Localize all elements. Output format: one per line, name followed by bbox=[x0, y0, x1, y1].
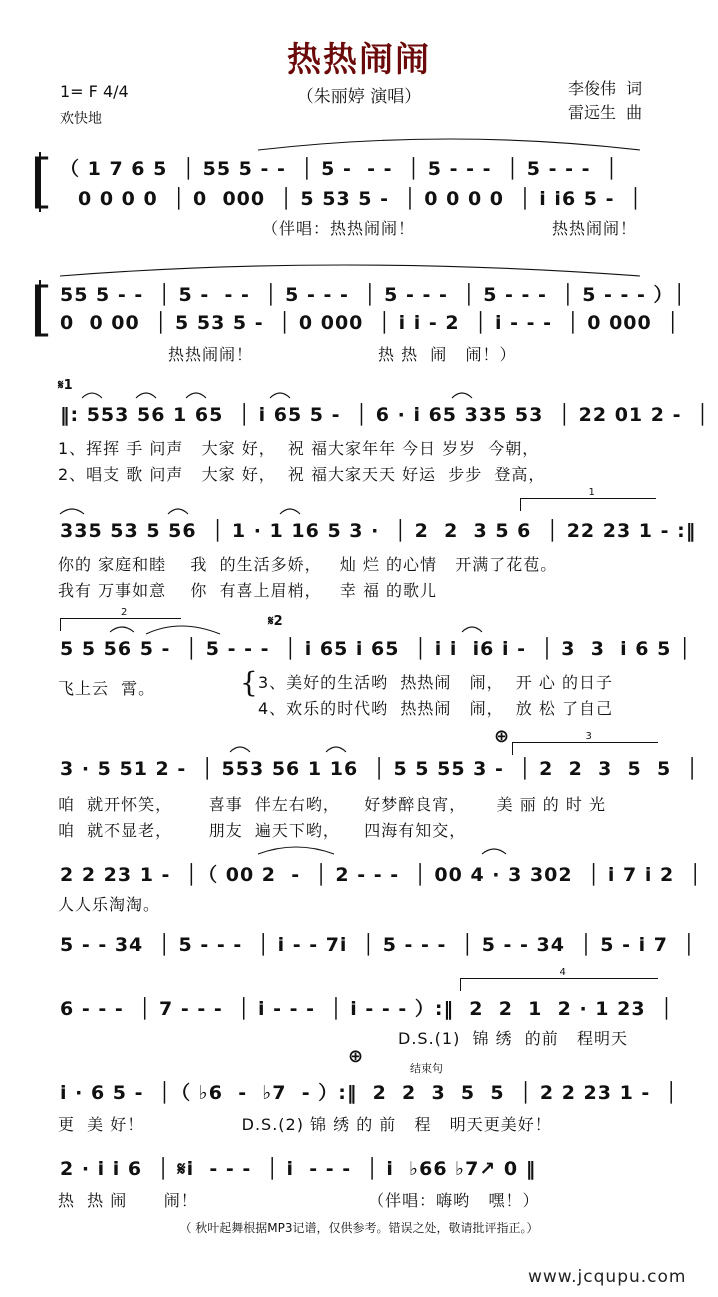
lyricist: 李俊伟 词 bbox=[568, 79, 643, 98]
segno-1: 𝄋1 bbox=[58, 378, 73, 393]
row1-bottom-notes: 0 0 0 0 │ 0 000 │ 5 53 5 - │ 0 0 0 0 │ i i6 5 - │ bbox=[78, 188, 643, 210]
slur-arc bbox=[462, 627, 482, 632]
tie-arc bbox=[60, 265, 640, 276]
slur-arc bbox=[280, 509, 300, 514]
row5-notes: 5 5 56 5 - │ 5 - - - │ i 65 i 65 │ i i i6 i - │ 3 3 i 6 5 │ bbox=[60, 638, 692, 660]
slur-arc bbox=[270, 393, 290, 398]
row4-notes: 335 53 5 56 │ 1 · 1 16 5 3 · │ 2 2 3 5 6 │ 22 23 1 - :‖ bbox=[60, 520, 697, 542]
key-signature: 1= F 4/4 bbox=[60, 82, 129, 101]
verse-brace: { bbox=[240, 666, 259, 699]
row2-bottom-notes: 0 0 00 │ 5 53 5 - │ 0 000 │ i i - 2 │ i - - - │ 0 000 │ bbox=[60, 312, 680, 334]
coda-sign-2: ⊕ bbox=[348, 1046, 364, 1067]
volta-3: 3 bbox=[512, 742, 658, 755]
transcription-note: （ 秋叶起舞根据MP3记谱，仅供参考。错误之处，敬请批评指正。） bbox=[179, 1221, 539, 1235]
slur-arc bbox=[230, 747, 250, 752]
tempo-marking: 欢快地 bbox=[60, 111, 102, 127]
row9-lyric-1: D.S.(1) 锦 绣 的前 程明天 bbox=[398, 1029, 629, 1048]
slur-arc bbox=[110, 627, 134, 632]
slur-arc bbox=[482, 849, 506, 854]
row10-lyric-1: 更 美 好！ D.S.(2) 锦 绣 的 前 程 明天更美好！ bbox=[58, 1115, 552, 1134]
row3-lyric-1: 1、挥挥 手 问声 大家 好， 祝 福大家年年 今日 岁岁 今朝， bbox=[58, 439, 540, 458]
tie-arc bbox=[258, 847, 334, 854]
row8-notes: 5 - - 34 │ 5 - - - │ i - - 7i │ 5 - - - │ 5 - - 34 │ 5 - i 7 │ bbox=[60, 934, 696, 956]
row11-notes: 2 · i i 6 │ 𝄋i - - - │ i - - - │ i ♭66 ♭7↗ 0 ‖ bbox=[60, 1158, 537, 1180]
row10-notes: i · 6 5 - │（ ♭6 - ♭7 - ）:‖ 2 2 3 5 5 │ 2 2 23 1 - │ bbox=[60, 1082, 678, 1104]
coda-sign: ⊕ bbox=[494, 726, 510, 747]
slur-arc bbox=[326, 747, 346, 752]
song-title: 热热闹闹 bbox=[287, 40, 431, 80]
segno-2: 𝄋2 bbox=[268, 614, 283, 629]
composer: 雷远生 曲 bbox=[568, 103, 643, 122]
tie-arc bbox=[146, 626, 220, 634]
row1-lyric-a: （伴唱：热热闹闹！ bbox=[262, 219, 416, 238]
row4-lyric-2: 我有 万事如意 你 有喜上眉梢， 幸 福 的歌儿 bbox=[58, 581, 438, 600]
performer: （朱丽婷 演唱） bbox=[296, 87, 422, 107]
row2-lyric-b: 热 热 闹 闹！） bbox=[378, 345, 517, 364]
row2-lyric-a: 热热闹闹！ bbox=[168, 345, 254, 364]
tie-arc bbox=[258, 139, 640, 150]
row5-lyric-1: 飞上云 霄。 bbox=[58, 679, 156, 698]
system-bracket: [ bbox=[30, 275, 53, 343]
row7-notes: 2 2 23 1 - │（ 00 2 - │ 2 - - - │ 00 4 · 3 302 │ i 7 i 2 │ bbox=[60, 864, 702, 886]
volta-2: 2 bbox=[60, 618, 181, 631]
slur-arc bbox=[168, 509, 188, 514]
volta-4: 4 bbox=[460, 978, 658, 991]
row3-lyric-2: 2、唱支 歌 问声 大家 好， 祝 福大家天天 好运 步步 登高， bbox=[58, 465, 546, 484]
volta-1: 1 bbox=[520, 498, 656, 511]
row5-lyric-verse4: 4、欢乐的时代哟 热热闹 闹， 放 松 了自己 bbox=[258, 699, 613, 718]
slur-arc bbox=[60, 509, 84, 514]
site-watermark: www.jcqupu.com bbox=[528, 1267, 687, 1287]
row1-top-notes: （ 1 7 6 5 │ 55 5 - - │ 5 - - - │ 5 - - - │ 5 - - - │ bbox=[60, 158, 619, 180]
row9-notes: 6 - - - │ 7 - - - │ i - - - │ i - - - ）:‖ 2 2 1 2 · 1 23 │ bbox=[60, 998, 674, 1020]
slur-arc bbox=[186, 393, 206, 398]
row6-notes: 3 · 5 51 2 - │ 553 56 1 16 │ 5 5 55 3 - │ 2 2 3 5 5 │ bbox=[60, 758, 699, 780]
row6-lyric-1: 咱 就开怀笑， 喜事 伴左右哟， 好梦醉良宵， 美 丽 的 时 光 bbox=[58, 795, 606, 814]
slur-arc bbox=[136, 393, 156, 398]
slur-arc bbox=[452, 393, 472, 398]
row3-notes: ‖: 553 56 1 65 │ i 65 5 - │ 6 · i 65 335 53 │ 22 01 2 - │ bbox=[60, 404, 710, 426]
row6-lyric-2: 咱 就不显老， 朋友 遍天下哟， 四海有知交， bbox=[58, 821, 467, 840]
coda-label: 结束句 bbox=[410, 1062, 443, 1075]
row4-lyric-1: 你的 家庭和睦 我 的生活多娇， 灿 烂 的心情 开满了花苞。 bbox=[58, 555, 558, 574]
row1-lyric-b: 热热闹闹！ bbox=[552, 219, 638, 238]
system-bracket: [ bbox=[30, 147, 53, 215]
row11-lyric-1: 热 热 闹 闹！ （伴唱：嗨哟 嘿！） bbox=[58, 1191, 540, 1210]
row7-lyric-1: 人人乐淘淘。 bbox=[58, 895, 161, 914]
row2-top-notes: 55 5 - - │ 5 - - - │ 5 - - - │ 5 - - - │ 5 - - - │ 5 - - - ）│ bbox=[60, 284, 686, 306]
row5-lyric-verse3: 3、美好的生活哟 热热闹 闹， 开 心 的日子 bbox=[258, 673, 613, 692]
slur-arc bbox=[82, 393, 102, 398]
